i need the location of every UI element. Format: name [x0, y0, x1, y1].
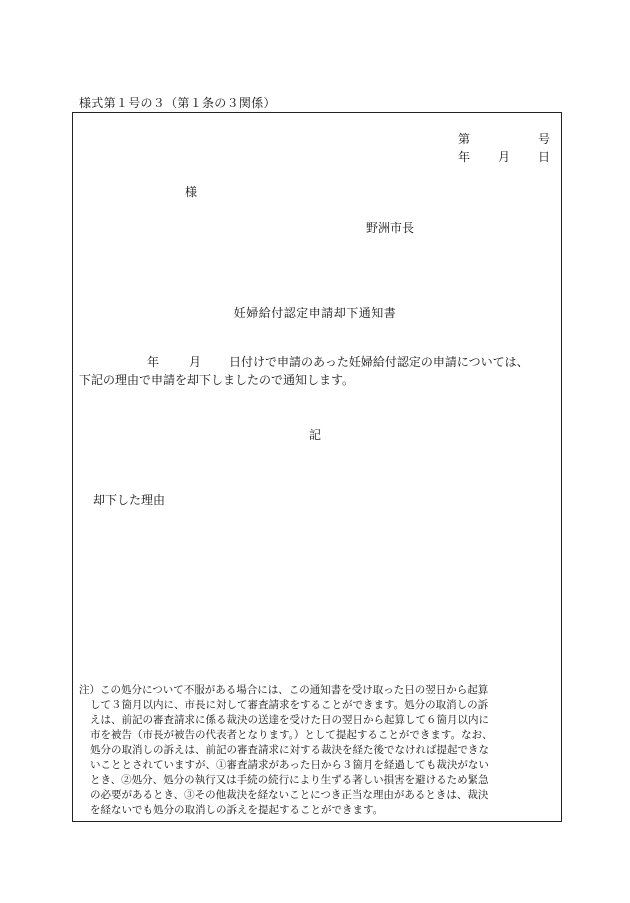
body-year-label: 年	[147, 355, 160, 369]
notice-body-line-1	[79, 353, 559, 371]
appeal-note-line: の必要があるとき、③その他裁決を経ないことにつき正当な理由があるときは、裁決	[90, 789, 489, 801]
document-number-line	[458, 130, 550, 148]
date-month-label: 月	[498, 150, 511, 164]
appeal-note-line: 市を被告（市長が被告の代表者となります。）として提起することができます。なお、	[90, 729, 493, 741]
appeal-note-line: して３箇月以内に、市長に対して審査請求をすることができます。処分の取消しの訴	[90, 699, 489, 711]
appeal-note-continuation	[79, 698, 554, 818]
addressee-honorific: 様	[185, 185, 198, 199]
appeal-note-first-line: 注）この処分について不服がある場合には、この通知書を受け取った日の翌日から起算	[79, 684, 489, 696]
body-line-1-text: 日付けで申請のあった妊婦給付認定の申請については、	[229, 355, 529, 369]
date-year-label: 年	[458, 150, 471, 164]
form-number-label: 様式第１号の３（第１条の３関係）	[79, 96, 276, 110]
number-prefix: 第	[458, 132, 471, 146]
appeal-note-line: 処分の取消しの訴えは、前記の審査請求に対する裁決を経た後でなければ提起できな	[90, 744, 489, 756]
document-title: 妊婦給付認定申請却下通知書	[233, 306, 397, 320]
notice-body-line-2: 下記の理由で申請を却下しましたので通知します。	[79, 373, 355, 387]
rejection-reason-label: 却下した理由	[93, 493, 166, 507]
appeal-note	[79, 683, 554, 818]
document-date-line	[458, 148, 550, 166]
appeal-note-line: えは、前記の審査請求に係る裁決の送達を受けた日の翌日から起算して６箇月以内に	[90, 714, 489, 726]
document-number-date-block	[458, 130, 550, 166]
date-day-label: 日	[538, 150, 551, 164]
sender-name: 野洲市長	[366, 221, 415, 235]
ki-heading: 記	[308, 428, 321, 442]
appeal-note-line: いこととされていますが、①審査請求があった日から３箇月を経過しても裁決がない	[90, 759, 489, 771]
appeal-note-line: とき、②処分、処分の執行又は手続の続行により生ずる著しい損害を避けるため緊急	[90, 774, 489, 786]
number-suffix: 号	[538, 132, 551, 146]
appeal-note-line: を経ないでも処分の取消しの訴えを提起することができます。	[90, 804, 384, 816]
notice-body	[79, 353, 559, 389]
body-month-label: 月	[189, 355, 202, 369]
